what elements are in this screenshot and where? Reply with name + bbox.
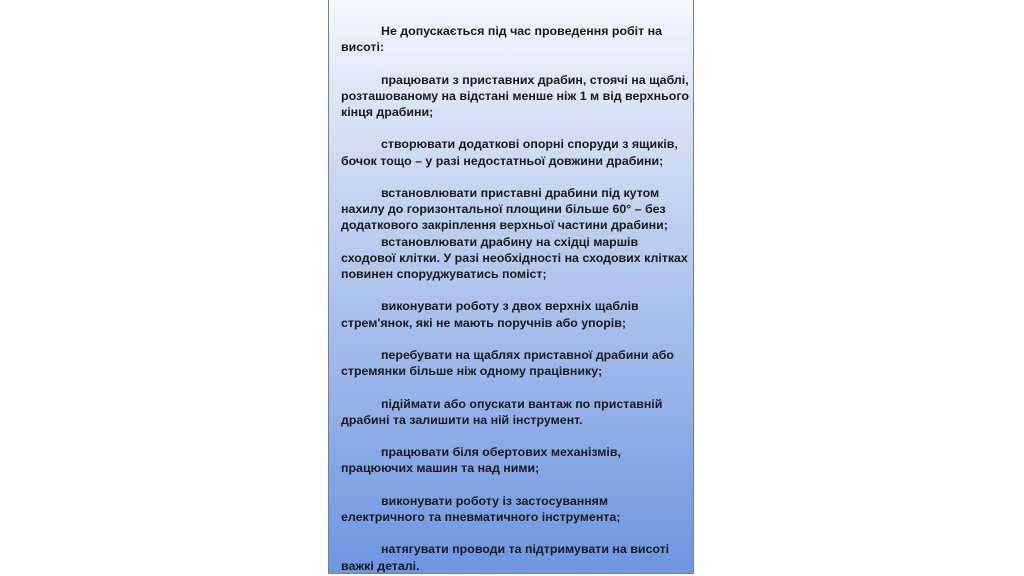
paragraph-item: встановлювати приставні драбини під кутом нахилу до горизонтальної площини більше 60° – без додаткового закріплення верхньої частини драбини; — [341, 185, 668, 233]
paragraph-item: працювати біля обертових механізмів, працюючих машин та над ними; — [341, 445, 621, 476]
paragraph-item: підіймати або опускати вантаж по приставній драбині та залишити на ній інструмент. — [341, 396, 663, 427]
paragraph-item: виконувати роботу із застосуванням електричного та пневматичного інструмента; — [341, 493, 621, 524]
paragraph-item: створювати додаткові опорні споруди з ящиків, бочок тощо – у разі недостатньої довжини драбини; — [341, 137, 678, 168]
text-panel — [328, 0, 694, 574]
paragraph-item: працювати з приставних драбин, стоячі на щаблі, розташованому на відстані менше ніж 1 м від верхнього кінця драбини; — [341, 72, 689, 119]
paragraph-item: перебувати на щаблях приставної драбини або стремянки більше ніж одному працівнику; — [341, 347, 674, 379]
paragraph-item: встановлювати драбину на східці маршів сходової клітки. У разі необхідності на сходових клітках повинен споруджуватись поміст; — [341, 234, 688, 281]
paragraph-item: натягувати проводи та підтримувати на висоті важкі деталі. — [341, 542, 670, 573]
panel-content — [341, 23, 689, 576]
paragraph-heading: Не допускається під час проведення робіт на висоті: — [341, 24, 662, 55]
paragraph-item: виконувати роботу з двох верхніх щаблів стрем'янок, які не мають поручнів або упорів; — [341, 299, 639, 330]
